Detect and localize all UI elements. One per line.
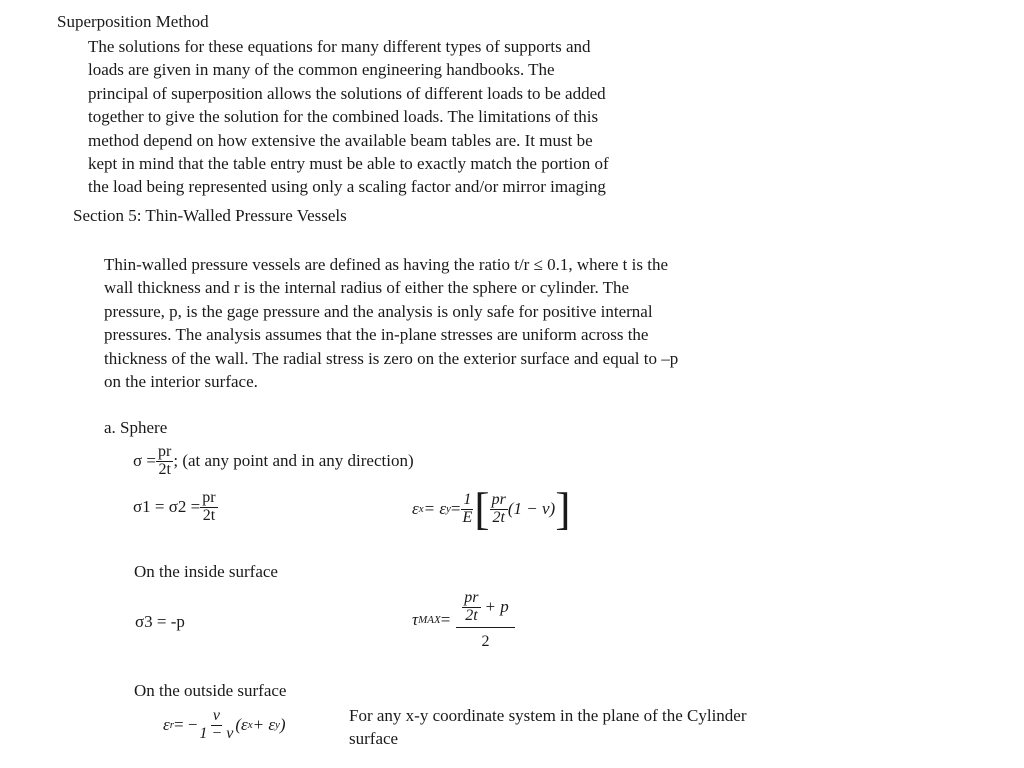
fraction-numerator: pr	[464, 589, 479, 606]
note-line: surface	[349, 729, 399, 748]
paragraph-line: wall thickness and r is the internal radius of either the sphere or cylinder. The	[104, 278, 630, 298]
equation-lhs: σ1 = σ2 =	[133, 497, 201, 517]
fraction-numerator: 1	[463, 491, 472, 508]
close-paren: )	[279, 715, 286, 735]
fraction-denominator: 1 − ν	[199, 724, 234, 742]
epsilon-term: (ε	[235, 715, 248, 735]
paragraph-line: on the interior surface.	[104, 372, 258, 392]
fraction-denominator: 2t	[202, 506, 216, 524]
paragraph-line: thickness of the wall. The radial stress is zero on the exterior surface and equal to –p	[104, 348, 679, 368]
paragraph-line: pressure, p, is the gage pressure and the analysis is only safe for positive internal	[104, 301, 653, 321]
paragraph-line: Thin-walled pressure vessels are defined as having the ratio t/r ≤ 0.1, where t is the	[104, 255, 669, 274]
subscript: MAX	[418, 614, 441, 627]
fraction-numerator: pr	[158, 443, 172, 460]
paragraph-line: pressures. The analysis assumes that the in-plane stresses are uniform across the	[104, 325, 649, 345]
radial-strain-equation	[163, 708, 286, 743]
fraction	[462, 590, 480, 625]
section-title: Section 5: Thin-Walled Pressure Vessels	[73, 206, 347, 225]
equals-sign: =	[450, 499, 461, 519]
fraction	[456, 590, 514, 650]
fraction-numerator: pr	[202, 489, 216, 506]
sphere-label: a. Sphere	[104, 418, 168, 437]
epsilon-symbol: ε	[163, 715, 170, 735]
plus-term: + p	[484, 597, 509, 617]
equation-lhs: σ =	[133, 451, 157, 471]
epsilon-symbol: ε	[412, 499, 419, 519]
inside-surface-label: On the inside surface	[134, 562, 278, 581]
fraction-numerator: ν	[212, 707, 220, 724]
subscript: x	[418, 503, 424, 516]
subscript: y	[275, 719, 280, 732]
paragraph-line: the load being represented using only a scaling factor and/or mirror imaging	[88, 177, 606, 197]
fraction-denominator: 2t	[158, 460, 171, 478]
fraction-numerator	[456, 590, 514, 628]
fraction-denominator: 2	[481, 632, 490, 650]
fraction-numerator: pr	[491, 491, 506, 508]
subscript: x	[247, 719, 253, 732]
fraction	[197, 708, 235, 743]
fraction	[461, 492, 475, 527]
fraction	[156, 444, 173, 479]
strain-equation: ε x = ε y = $\frac{1}{E}$ [ $\frac{pr}{2t}$ (1 − ν) ]	[412, 483, 571, 535]
epsilon-symbol: = ε	[423, 499, 447, 519]
epsilon-term: + ε	[252, 715, 276, 735]
principal-stress-equation	[133, 490, 218, 525]
coordinate-note	[349, 704, 747, 750]
fraction	[490, 492, 508, 527]
superposition-title: Superposition Method	[57, 12, 209, 31]
sigma3-equation: σ3 = -p	[135, 612, 185, 631]
strain-factor: (1 − ν)	[507, 499, 556, 519]
paragraph-line: method depend on how extensive the available beam tables are. It must be	[88, 130, 593, 150]
fraction-denominator: 2t	[465, 606, 478, 624]
fraction-denominator: E	[462, 508, 473, 526]
tau-symbol: τ	[412, 610, 419, 630]
paragraph-line: principal of superposition allows the solutions of different loads to be added	[88, 83, 606, 103]
subscript: r	[169, 719, 174, 732]
paragraph-line: loads are given in many of the common engineering handbooks. The	[88, 60, 555, 80]
equation-note: ; (at any point and in any direction)	[173, 451, 414, 471]
tau-max-equation	[412, 590, 515, 650]
equals-sign: = −	[173, 715, 198, 735]
superposition-paragraph	[88, 35, 748, 205]
fraction-denominator: 2t	[492, 508, 505, 526]
section-paragraph	[104, 253, 678, 393]
paragraph-line: together to give the solution for the combined loads. The limitations of this	[88, 107, 599, 127]
paragraph-line: kept in mind that the table entry must be able to exactly match the portion of	[88, 154, 609, 174]
note-line: For any x-y coordinate system in the plane of the Cylinder	[349, 706, 747, 725]
sphere-stress-equation	[133, 444, 414, 479]
equals-sign: =	[440, 610, 451, 630]
paragraph-line: The solutions for these equations for many different types of supports and	[88, 37, 591, 56]
subscript: y	[446, 503, 451, 516]
outside-surface-label: On the outside surface	[134, 681, 287, 700]
fraction	[200, 490, 217, 525]
